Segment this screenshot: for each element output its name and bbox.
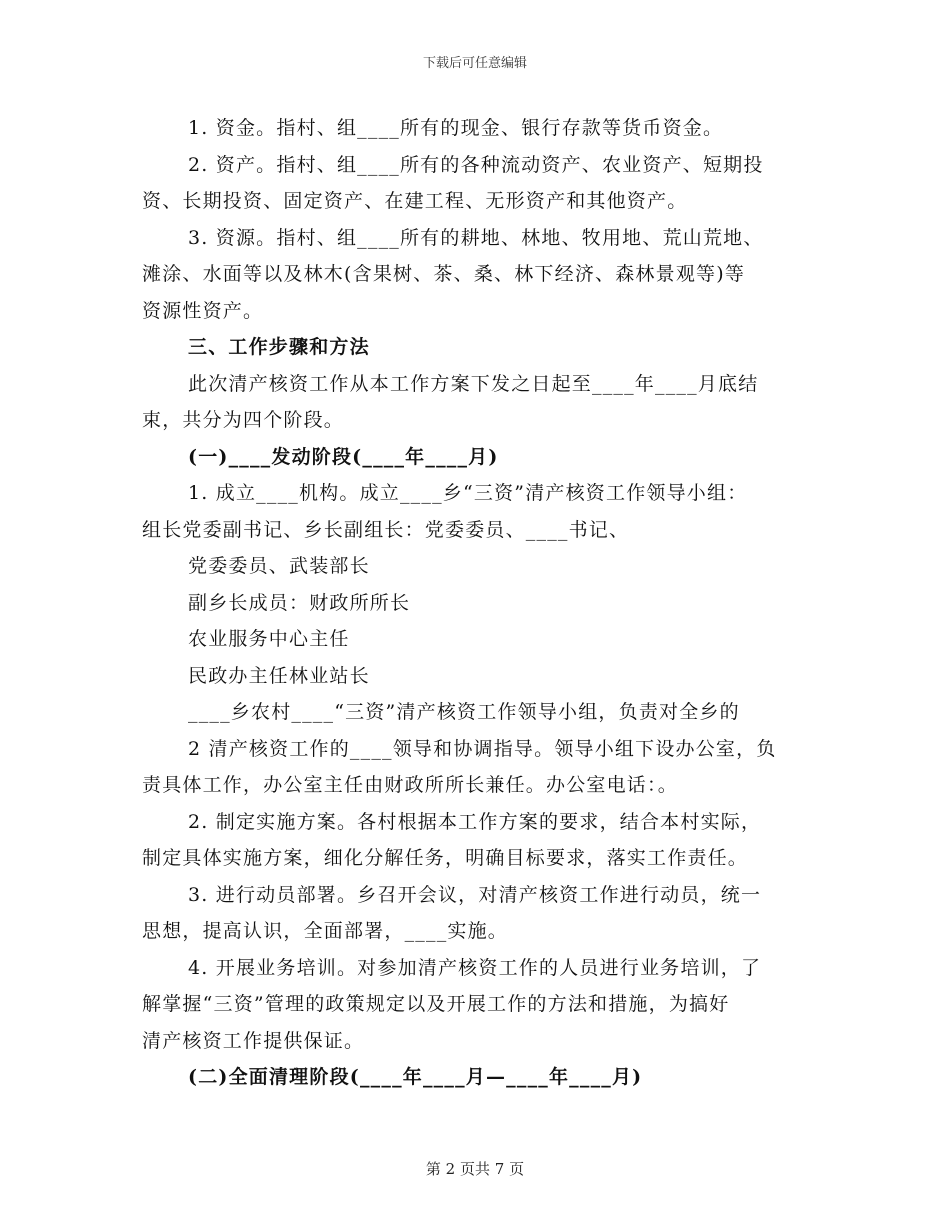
text-line: 2. 制定实施方案。各村根据本工作方案的要求，结合本村实际， <box>188 810 762 833</box>
text-line: 1. 资金。指村、组____所有的现金、银行存款等货币资金。 <box>188 117 724 139</box>
text-line: 清产核资工作提供保证。 <box>142 1029 365 1052</box>
text-line: 4. 开展业务培训。对参加清产核资工作的人员进行业务培训，了 <box>188 956 762 979</box>
text-line: 2 清产核资工作的____领导和协调指导。领导小组下设办公室，负 <box>188 737 777 760</box>
text-line: 责具体工作，办公室主任由财政所所长兼任。办公室电话：。 <box>142 774 678 796</box>
text-line: 资、长期投资、固定资产、在建工程、无形资产和其他资产。 <box>142 190 688 212</box>
text-line: 民政办主任林业站长 <box>188 664 370 687</box>
text-line: 农业服务中心主任 <box>188 628 350 650</box>
text-line: 制定具体实施方案，细化分解任务，明确目标要求，落实工作责任。 <box>142 847 749 869</box>
text-line: ____乡农村____“三资”清产核资工作领导小组，负责对全乡的 <box>188 701 740 723</box>
text-line: 1. 成立____机构。成立____乡“三资”清产核资工作领导小组： <box>188 482 748 504</box>
text-line: 3. 进行动员部署。乡召开会议，对清产核资工作进行动员，统一 <box>188 883 762 906</box>
text-line: (二)全面清理阶段(____年____月—____年____月) <box>188 1066 643 1088</box>
text-line: 束，共分为四个阶段。 <box>142 409 345 431</box>
text-line: 党委委员、武装部长 <box>188 555 370 577</box>
text-line: 2. 资产。指村、组____所有的各种流动资产、农业资产、短期投 <box>188 153 764 176</box>
text-line: 滩涂、水面等以及林木(含果树、茶、桑、林下经济、森林景观等)等 <box>142 263 746 285</box>
page-header: 下载后可任意编辑 <box>422 56 527 71</box>
page-footer: 第 2 页共 7 页 <box>425 1160 525 1178</box>
text-line: 资源性资产。 <box>142 299 264 322</box>
text-line: 三、工作步骤和方法 <box>188 336 370 358</box>
text-line: 此次清产核资工作从本工作方案下发之日起至____年____月底结 <box>188 372 759 395</box>
text-line: 思想，提高认识，全面部署，____实施。 <box>142 920 509 942</box>
text-line: 解掌握“三资”管理的政策规定以及开展工作的方法和措施，为搞好 <box>142 993 730 1015</box>
text-line: 3. 资源。指村、组____所有的耕地、林地、牧用地、荒山荒地、 <box>188 226 764 249</box>
document-body <box>142 110 812 1096</box>
text-line: (一)____发动阶段(____年____月) <box>188 445 499 468</box>
text-line: 副乡长成员：财政所所长 <box>188 591 411 614</box>
text-line: 组长党委副书记、乡长副组长：党委委员、____书记、 <box>142 518 630 541</box>
